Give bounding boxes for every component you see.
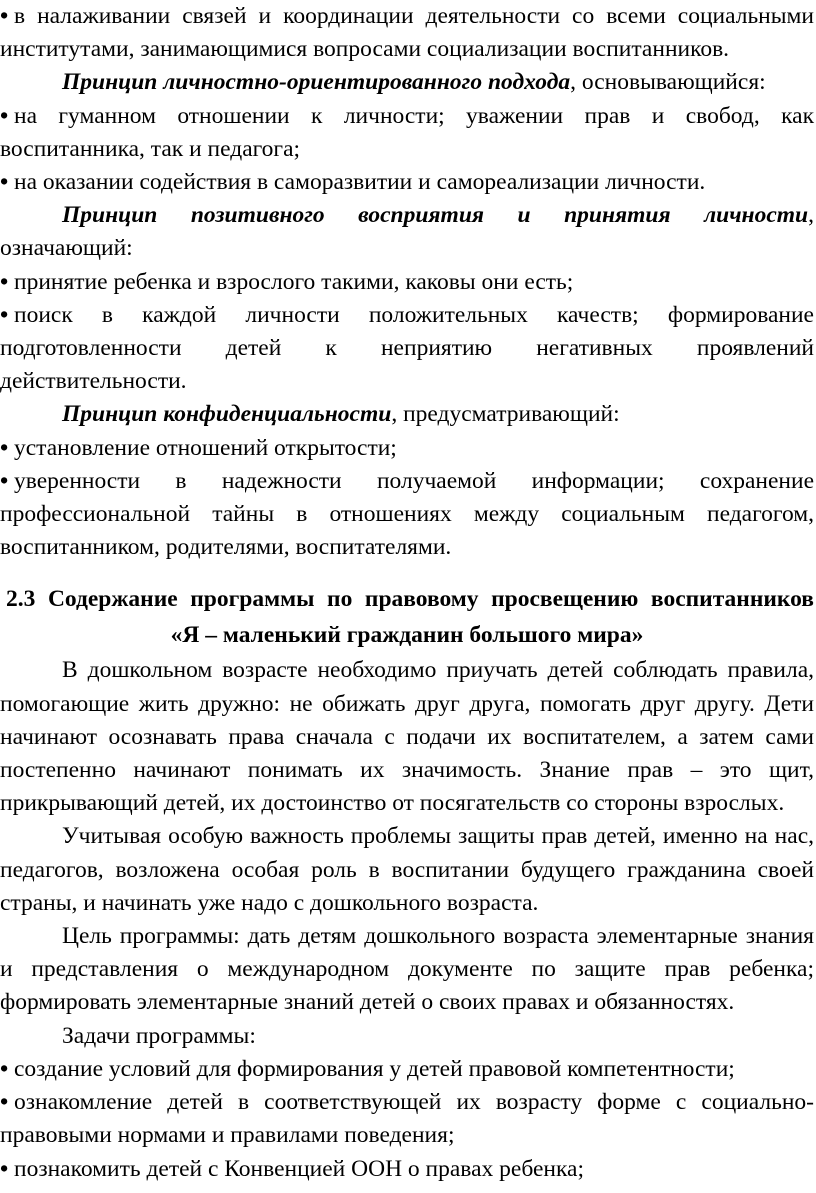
principle-title: Принцип позитивного восприятия и принятия личности [62, 202, 809, 229]
bullet-text: принятие ребенка и взрослого такими, каковы они есть; [14, 268, 574, 295]
task-text: познакомить детей с Конвенцией ООН о правах ребенка; [14, 1155, 584, 1182]
bullet-icon: • [0, 467, 9, 494]
task-item [0, 1053, 814, 1086]
principle-title: Принцип личностно-ориентированного подхода [62, 69, 571, 96]
principle-paragraph [0, 66, 814, 99]
bullet-text: на гуманном отношении к личности; уважении прав и свобод, как воспитанника, так и педагога; [0, 102, 814, 162]
body-paragraph: Учитывая особую важность проблемы защиты прав детей, именно на нас, педагогов, возложена особая роль в воспитании будущего гражданина своей страны, и начинать уже надо с дошкольного возраста. [0, 823, 814, 916]
bullet-icon: • [0, 301, 9, 328]
body-paragraph: В дошкольном возрасте необходимо приучать детей соблюдать правила, помогающие жить дружно: не обижать друг друга, помогать друг другу. Дети начинают осознавать права сначала с подачи их воспитателем, а затем сами постепенно начинают понимать их значимость. Знание прав – это щит, прикрывающий детей, их достоинство от посягательств со стороны взрослых. [0, 657, 814, 817]
bullet-text: поиск в каждой личности положительных качеств; формирование подготовленности детей к неприятию негативных проявлений действительности. [0, 301, 814, 395]
body-paragraph: Задачи программы: [62, 1022, 256, 1049]
bullet-icon: • [0, 102, 9, 129]
task-item [0, 1153, 814, 1186]
principle-paragraph [0, 199, 814, 265]
bullet-text: на оказании содействия в саморазвитии и самореализации личности. [14, 169, 706, 196]
bullet-text: установление отношений открытости; [14, 434, 397, 461]
bullet-icon: • [0, 1089, 9, 1116]
bullet-item [0, 266, 814, 299]
body-paragraph: Цель программы: дать детям дошкольного возраста элементарные знания и представления о международном документе по защите прав ребенка; формировать элементарные знаний детей о своих правах и обязанностях. [0, 923, 814, 1016]
principle-rest: , предусматривающий: [391, 401, 620, 428]
principle-paragraph [0, 398, 814, 431]
principle-rest: , означающий: [0, 202, 814, 262]
section-heading [0, 581, 814, 653]
principle-rest: , основывающийся: [570, 69, 766, 96]
bullet-item [0, 100, 814, 166]
bullet-item [0, 166, 814, 199]
bullet-icon: • [0, 1055, 9, 1082]
bullet-item [0, 432, 814, 465]
bullet-text: уверенности в надежности получаемой информации; сохранение профессиональной тайны в отношениях между социальным педагогом, воспитанником, родителями, воспитателями. [0, 467, 814, 561]
bullet-icon: • [0, 169, 9, 196]
task-item [0, 1086, 814, 1152]
bullet-icon: • [0, 434, 9, 461]
bullet-item [0, 465, 814, 565]
bullet-icon: • [0, 268, 9, 295]
bullet-icon: • [0, 1155, 9, 1182]
bullet-text: в налаживании связей и координации деятельности со всеми социальными институтами, занимающимися вопросами социализации воспитанников. [0, 3, 814, 63]
task-text: ознакомление детей в соответствующей их возрасту форме с социально-правовыми нормами и правилами поведения; [0, 1089, 814, 1149]
bullet-item [0, 299, 814, 399]
task-text: создание условий для формирования у детей правовой компетентности; [14, 1055, 735, 1082]
principle-title: Принцип конфиденциальности [62, 401, 392, 428]
section-heading-line1: 2.3 Содержание программы по правовому просвещению воспитанников [6, 586, 814, 613]
bullet-item [0, 0, 814, 66]
bullet-icon: • [0, 3, 9, 29]
section-heading-line2: «Я – маленький гражданин большого мира» [170, 622, 644, 649]
